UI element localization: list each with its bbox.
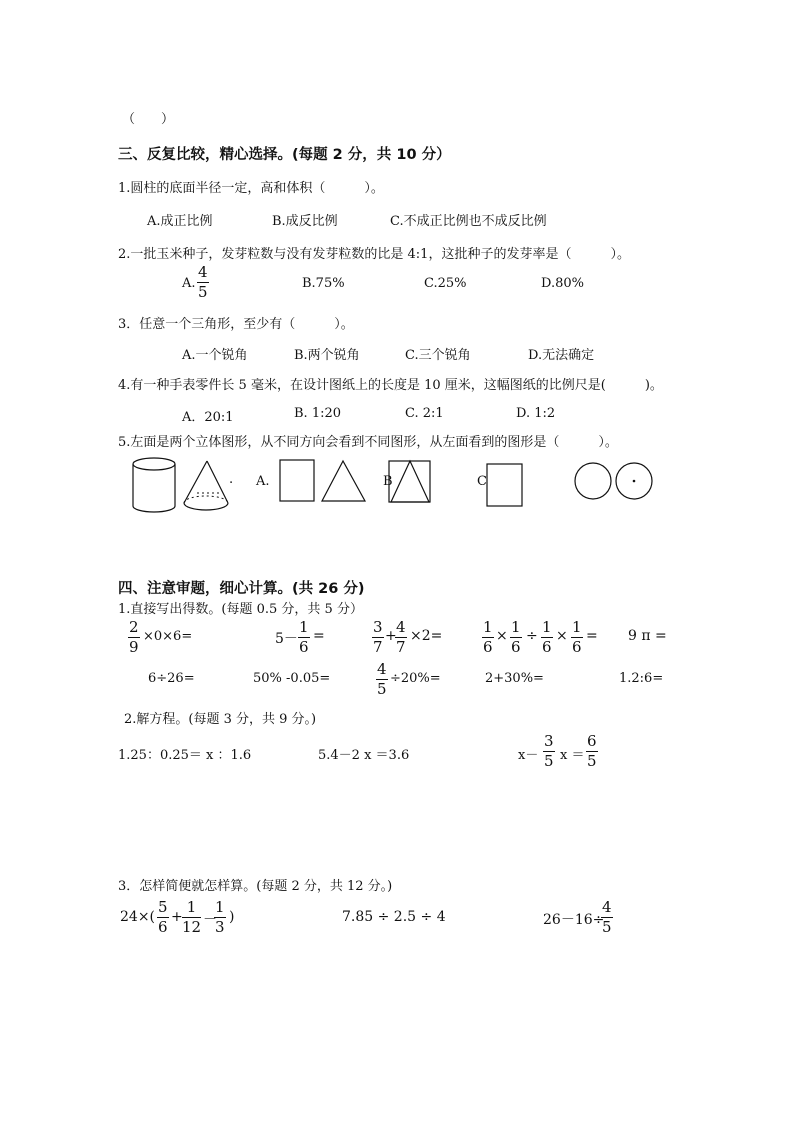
expr3-fraction-1 [372, 620, 384, 655]
part3-title: 3．怎样简便就怎样算。(每题 2 分，共 12 分。) [118, 879, 393, 894]
q2-text: 2.一批玉米种子，发芽粒数与没有发芽粒数的比是 4:1，这批种子的发芽率是（ ）。 [118, 247, 630, 262]
denominator: 6 [542, 638, 552, 656]
cone-icon [181, 459, 234, 515]
denominator: 3 [215, 918, 225, 936]
denominator: 6 [572, 638, 582, 656]
q4-option-b: B. 1:20 [294, 406, 342, 421]
expr4-fraction-2 [510, 620, 522, 655]
section4-title: 四、注意审题，细心计算。(共 26 分) [118, 581, 365, 597]
numerator: 1 [542, 618, 552, 636]
denominator: 6 [299, 638, 309, 656]
calc1-fraction-3 [214, 900, 226, 935]
numerator: 6 [587, 732, 597, 750]
expr4-op2: ÷ [526, 628, 538, 644]
q5-label-b: B [383, 474, 393, 489]
numerator: 4 [602, 898, 612, 916]
figure-dot: . [229, 472, 234, 487]
denominator: 5 [377, 680, 387, 698]
expr3-rest: ×2= [410, 628, 443, 644]
denominator: 5 [587, 752, 597, 770]
q2-option-a-prefix: A. [182, 276, 196, 291]
expr4-equals: = [586, 628, 598, 644]
calc1-suffix: ) [229, 909, 235, 925]
q4-text: 4.有一种手表零件长 5 毫米，在设计图纸上的长度是 10 厘米，这幅图纸的比例尺是( )。 [118, 378, 663, 393]
denominator: 5 [544, 752, 554, 770]
part1-title: 1.直接写出得数。(每题 0.5 分，共 5 分） [118, 602, 363, 617]
equation2: 5.4－2 x ＝3.6 [318, 748, 410, 763]
expr9: 2+30%= [485, 671, 544, 686]
expr7: 50% -0.05= [253, 671, 331, 686]
q1-option-b: B.成反比例 [272, 214, 338, 229]
two-circles-figure [573, 460, 659, 502]
answer-paren: （ ） [122, 112, 175, 127]
denominator: 5 [198, 283, 208, 301]
q3-option-c: C.三个锐角 [405, 348, 471, 363]
denominator: 7 [396, 638, 406, 656]
expr10: 1.2:6= [619, 671, 664, 686]
expr4-fraction-3 [541, 620, 553, 655]
expr4-fraction-4 [571, 620, 583, 655]
denominator: 6 [483, 638, 493, 656]
expr1-fraction [128, 620, 140, 655]
equation3-prefix: x－ [518, 748, 539, 763]
q3-option-b: B.两个锐角 [294, 348, 360, 363]
q5-label-a: A. [256, 474, 270, 489]
numerator: 4 [377, 660, 387, 678]
numerator: 4 [198, 263, 208, 281]
cylinder-icon [130, 455, 180, 515]
equation3-mid: x ＝ [560, 748, 585, 763]
q5-label-c: C [477, 474, 487, 489]
numerator: 1 [215, 898, 225, 916]
expr3-fraction-2 [395, 620, 407, 655]
calc1-op1: + [171, 909, 183, 925]
expr6: 6÷26= [148, 671, 195, 686]
expr2-fraction [298, 620, 310, 655]
denominator: 5 [602, 918, 612, 936]
q2-option-c: C.25% [424, 276, 467, 291]
expr4-fraction-1 [482, 620, 494, 655]
equation3-fraction-1 [543, 734, 555, 769]
calc3-prefix: 26－16÷ [543, 912, 605, 928]
calc1-op2: － [203, 912, 217, 928]
q2-option-b: B.75% [302, 276, 345, 291]
expr2-equals: = [313, 628, 325, 644]
denominator: 6 [511, 638, 521, 656]
q3-option-d: D.无法确定 [528, 348, 595, 363]
numerator: 5 [158, 898, 168, 916]
expr3-plus: + [385, 628, 397, 644]
expr8-rest: ÷20%= [390, 671, 441, 686]
q1-option-c: C.不成正比例也不成反比例 [390, 214, 547, 229]
numerator: 1 [572, 618, 582, 636]
expr2-prefix: 5－ [275, 631, 298, 647]
section3-title: 三、反复比较，精心选择。(每题 2 分，共 10 分） [118, 147, 451, 163]
q1-option-a: A.成正比例 [147, 214, 213, 229]
numerator: 2 [129, 618, 139, 636]
q4-option-d: D. 1:2 [516, 406, 556, 421]
square-and-triangle-figure [279, 459, 369, 504]
numerator: 1 [299, 618, 309, 636]
numerator: 1 [182, 900, 201, 918]
numerator: 4 [396, 618, 406, 636]
expr8-fraction [376, 662, 388, 697]
numerator: 3 [544, 732, 554, 750]
calc1-prefix: 24×( [120, 909, 156, 925]
equation1: 1.25：0.25＝ x ：1.6 [118, 748, 252, 763]
q1-text: 1.圆柱的底面半径一定，高和体积（ ）。 [118, 181, 384, 196]
part2-title: 2.解方程。(每题 3 分，共 9 分。) [124, 712, 317, 727]
q4-option-c: C. 2:1 [405, 406, 444, 421]
expr1-rest: ×0×6= [143, 629, 193, 644]
expr5: 9 π = [628, 628, 667, 644]
denominator: 12 [182, 918, 202, 936]
equation3-fraction-2 [586, 734, 598, 769]
q2-option-d: D.80% [541, 276, 584, 291]
expr4-op3: × [556, 628, 568, 644]
rectangle-with-triangle-figure [388, 460, 432, 504]
q3-text: 3．任意一个三角形，至少有（ ）。 [118, 317, 354, 332]
denominator: 9 [129, 638, 139, 656]
calc1-fraction-1 [157, 900, 169, 935]
denominator: 6 [158, 918, 168, 936]
expr4-op1: × [496, 628, 508, 644]
calc1-fraction-2 [182, 900, 201, 935]
q5-text: 5.左面是两个立体图形，从不同方向会看到不同图形，从左面看到的图形是（ ）。 [118, 435, 618, 450]
numerator: 3 [373, 618, 383, 636]
calc3-fraction [601, 900, 613, 935]
rectangle-figure [486, 463, 526, 508]
numerator: 1 [511, 618, 521, 636]
q2-option-a-fraction [197, 265, 209, 300]
q3-option-a: A.一个锐角 [182, 348, 248, 363]
denominator: 7 [373, 638, 383, 656]
q4-option-a: A．20:1 [182, 410, 234, 425]
calc2: 7.85 ÷ 2.5 ÷ 4 [342, 909, 446, 925]
numerator: 1 [483, 618, 493, 636]
